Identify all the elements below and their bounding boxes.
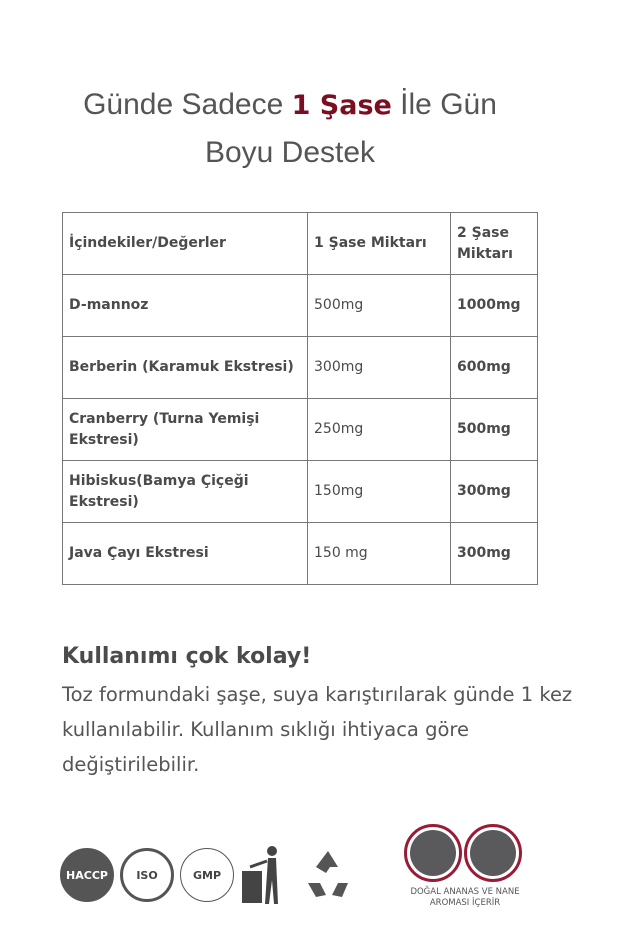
cell: 150 mg	[308, 523, 451, 585]
headline-line2: Boyu Destek	[204, 136, 376, 169]
recycle-icon	[300, 847, 356, 903]
ingredients-table	[62, 212, 538, 585]
cell: 300mg	[308, 337, 451, 399]
table-header-row	[63, 213, 538, 275]
iso-icon: ISO	[120, 848, 174, 902]
cell: 300mg	[451, 523, 538, 585]
usage-title: Kullanımı çok kolay!	[62, 644, 312, 669]
cell: 300mg	[451, 461, 538, 523]
cell: 600mg	[451, 337, 538, 399]
table-row	[63, 461, 538, 523]
cell: Hibiskus(Bamya Çiçeği Ekstresi)	[63, 461, 308, 523]
mint-leaf-icon	[464, 824, 522, 882]
table-row	[63, 399, 538, 461]
pineapple-icon	[404, 824, 462, 882]
gmp-icon: GMP	[180, 848, 234, 902]
cell: Berberin (Karamuk Ekstresi)	[63, 337, 308, 399]
table-row	[63, 337, 538, 399]
cell: 150mg	[308, 461, 451, 523]
cell: 500mg	[308, 275, 451, 337]
header-cell: 2 Şase Miktarı	[451, 213, 538, 275]
cell: 250mg	[308, 399, 451, 461]
certification-icons	[60, 845, 356, 905]
aroma-text: DOĞAL ANANAS VE NANE AROMASI İÇERİR	[410, 887, 520, 908]
header-cell: 1 Şase Miktarı	[308, 213, 451, 275]
headline: Günde Sadece 1 Şase İle Gün	[83, 88, 497, 121]
header-cell: İçindekiler/Değerler	[63, 213, 308, 275]
table-row	[63, 523, 538, 585]
aroma-badge	[404, 824, 526, 909]
usage-text: Toz formundaki şaşe, suya karıştırılarak günde 1 kez kullanılabilir. Kullanım sıklığı ihtiyaca göre değiştirilebilir.	[62, 683, 573, 776]
cell: Java Çayı Ekstresi	[63, 523, 308, 585]
cell: D-mannoz	[63, 275, 308, 337]
cell: 500mg	[451, 399, 538, 461]
cell: 1000mg	[451, 275, 538, 337]
haccp-icon: HACCP	[60, 848, 114, 902]
cell: Cranberry (Turna Yemişi Ekstresi)	[63, 399, 308, 461]
headline-highlight: 1 Şase	[291, 90, 392, 121]
table-row	[63, 275, 538, 337]
trash-disposal-icon	[240, 845, 284, 905]
